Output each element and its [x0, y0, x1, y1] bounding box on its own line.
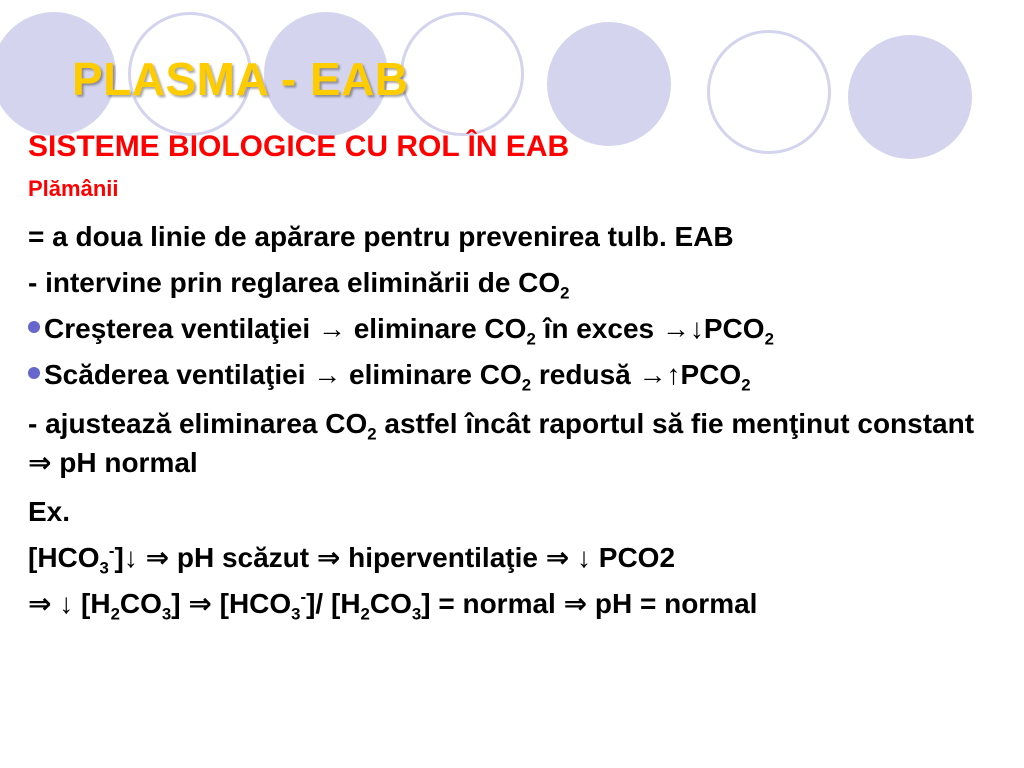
- slide-content: [28, 130, 998, 633]
- text-line-co2-regulation: - intervine prin reglarea eliminării de $CO_2$: [28, 267, 570, 303]
- arrow-down-icon: ↓: [123, 542, 138, 573]
- implies-arrow-icon: ⇒: [563, 588, 588, 619]
- text-line-ratio-constant: - ajustează eliminarea $CO_2$ astfel încât raportul să fie menţinut constant ⇒ pH normal: [28, 408, 975, 478]
- implies-arrow-icon: ⇒: [188, 588, 212, 619]
- text-line-defense: = a doua linie de apărare pentru prevenirea tulb. EAB: [28, 221, 734, 252]
- arrow-right-icon: →: [661, 313, 690, 344]
- implies-arrow-icon: ⇒: [316, 542, 341, 573]
- section-subheading: Plămânii: [28, 176, 119, 201]
- implies-arrow-icon: ⇒: [545, 542, 570, 573]
- arrow-up-icon: ↑: [666, 359, 681, 390]
- arrow-down-icon: ↓: [689, 313, 704, 344]
- decor-circle-5: [547, 22, 671, 146]
- bullet-item-ventilation-decrease: Scăderea ventilaţiei → eliminare $CO_2$ redusă $\to↑PCO_2$: [28, 358, 998, 391]
- decor-circle-4: [400, 12, 524, 136]
- arrow-right-icon: →: [638, 359, 667, 390]
- arrow-right-icon: →: [317, 313, 346, 344]
- bullet-icon: [28, 321, 40, 333]
- example-line-1: $[HCO_3^-]↓$ ⇒ pH scăzut ⇒ hiperventilaţie ⇒ ↓ PCO2: [28, 541, 676, 578]
- arrow-right-icon: →: [313, 359, 342, 390]
- implies-arrow-icon: ⇒: [28, 447, 52, 478]
- bullet-icon: [28, 367, 40, 379]
- arrow-down-icon: ↓: [577, 542, 591, 573]
- example-line-2: ⇒ ↓ $[H_2CO_3]$ ⇒ $[HCO_3^-]/$ $[H_2CO_3]$ = normal ⇒ pH = normal: [28, 587, 758, 624]
- slide-title: PLASMA - EAB: [72, 53, 409, 105]
- section-heading: SISTEME BIOLOGICE CU ROL ÎN EAB: [28, 130, 570, 163]
- implies-arrow-icon: ⇒: [28, 588, 52, 619]
- bullet-item-ventilation-increase: Creşterea ventilaţiei → eliminare $CO_2$ în exces $\to↓PCO_2$: [28, 312, 998, 345]
- arrow-down-icon: ↓: [59, 588, 74, 619]
- example-label: Ex.: [28, 496, 71, 527]
- implies-arrow-icon: ⇒: [145, 542, 170, 573]
